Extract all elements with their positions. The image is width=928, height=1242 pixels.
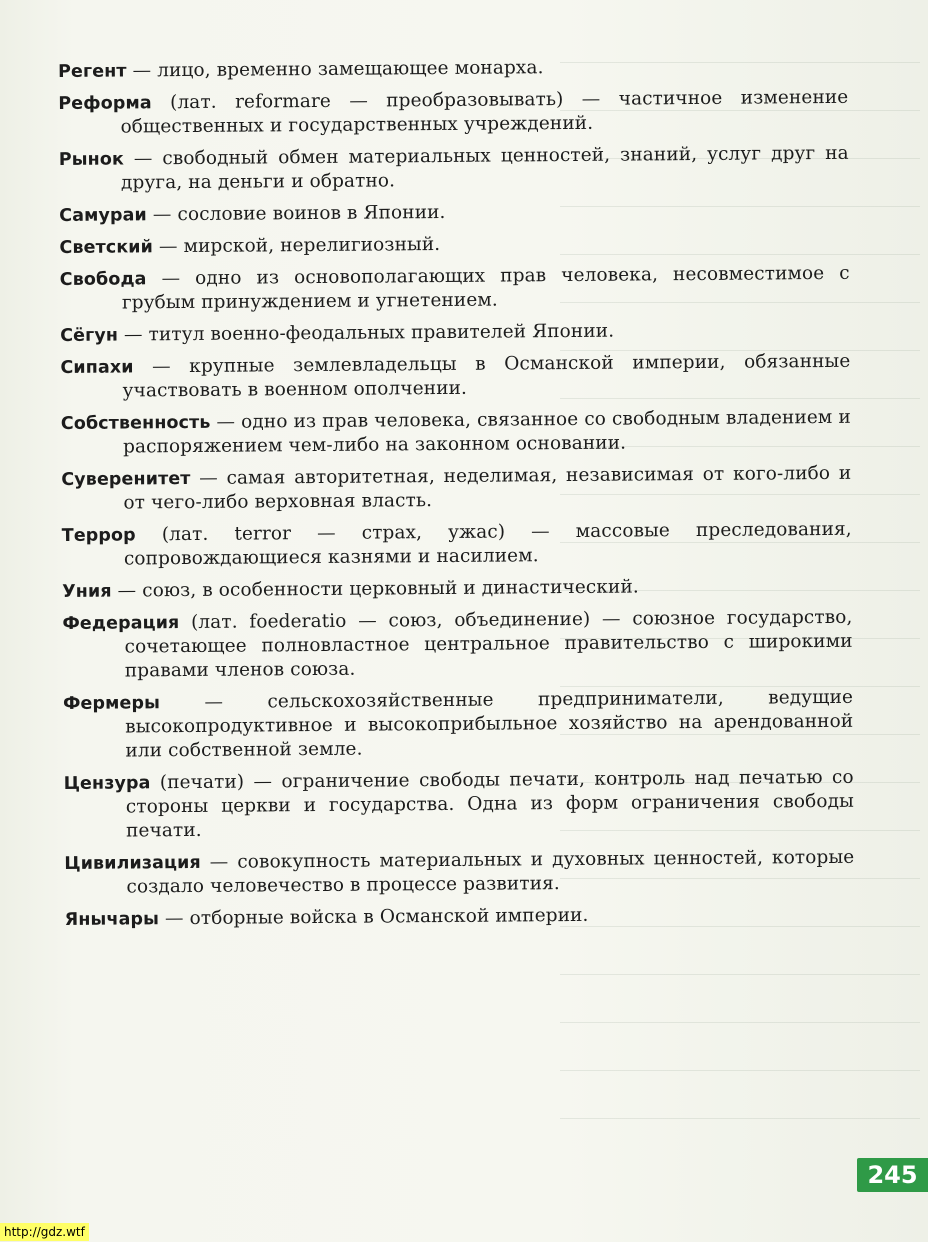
- glossary-definition: — титул военно-феодальных правителей Японии.: [117, 320, 615, 346]
- glossary-entry: [58, 54, 848, 84]
- glossary-entry: [62, 518, 852, 572]
- glossary-term: Цензура: [63, 773, 151, 794]
- glossary-entry: [60, 318, 850, 348]
- glossary-term: Регент: [58, 61, 127, 82]
- glossary-definition: — отборные войска в Османской империи.: [158, 904, 589, 930]
- glossary-entry: [64, 766, 855, 844]
- glossary-definition: — лицо, временно замещающее монарха.: [126, 57, 544, 82]
- glossary-term: Светский: [59, 237, 154, 258]
- glossary-definition: (лат. foederatio — союз, объединение) — союзное государство, сочетающее полновластное центральное правительство с широкими правами членов союза.: [124, 606, 853, 682]
- glossary-term: Цивилизация: [64, 852, 201, 874]
- glossary-term: Собственность: [60, 412, 211, 434]
- glossary-term: Сипахи: [60, 357, 134, 378]
- glossary-entry: [61, 406, 851, 460]
- glossary-term: Свобода: [59, 269, 147, 290]
- glossary-definition: — сословие воинов в Японии.: [146, 201, 446, 226]
- glossary-term: Суверенитет: [61, 468, 191, 490]
- glossary-definition: — свободный обмен материальных ценностей, знаний, услуг друг на друга, на деньги и обратно.: [120, 142, 849, 194]
- glossary-definition: (лат. terror — страх, ужас) — массовые преследования, сопровождающиеся казнями и насилием.: [123, 518, 852, 570]
- glossary-entry: [58, 86, 848, 140]
- glossary-definition: — союз, в особенности церковный и династический.: [111, 576, 639, 602]
- glossary-definition: (печати) — ограничение свободы печати, контроль над печатью со стороны церкви и государства. Одна из форм ограничения свободы печати.: [125, 766, 854, 842]
- glossary-entry: [65, 902, 855, 932]
- glossary-term: Федерация: [62, 613, 180, 634]
- glossary-term: Самураи: [59, 205, 147, 226]
- glossary-definition: (лат. reformare — преобразовывать) — частичное изменение общественных и государственных учреждений.: [120, 86, 849, 138]
- glossary-term: Сёгун: [60, 325, 119, 346]
- glossary-entry: [59, 230, 849, 260]
- glossary-term: Реформа: [58, 93, 152, 114]
- watermark-link[interactable]: http://gdz.wtf: [0, 1223, 89, 1241]
- glossary-definition: — сельскохозяйственные предприниматели, ведущие высокопродуктивное и высокоприбыльное хозяйство на арендованной или собственной земле.: [125, 686, 854, 762]
- glossary-entry: [64, 846, 854, 900]
- glossary-definition: — одно из прав человека, связанное со свободным владением и распоряжением чем-либо на законном основании.: [122, 406, 851, 458]
- glossary-entry: [59, 198, 849, 228]
- glossary-definition: — самая авторитетная, неделимая, независимая от кого-либо и от чего-либо верховная власть.: [123, 462, 852, 514]
- glossary-term: Янычары: [64, 909, 160, 930]
- glossary-definition: — крупные землевладельцы в Османской империи, обязанные участвовать в военном ополчении.: [122, 350, 851, 402]
- glossary-list: [58, 54, 855, 940]
- glossary-term: Фермеры: [62, 693, 161, 714]
- glossary-definition: — одно из основополагающих прав человека, несовместимое с грубым принуждением и угнетением.: [121, 262, 850, 314]
- page-number: 245: [857, 1158, 928, 1192]
- glossary-entry: [60, 350, 850, 404]
- glossary-definition: — совокупность материальных и духовных ценностей, которые создало человечество в процессе развития.: [126, 846, 855, 898]
- glossary-definition: — мирской, нерелигиозный.: [152, 234, 441, 258]
- glossary-entry: [60, 262, 850, 316]
- glossary-term: Рынок: [58, 149, 125, 170]
- glossary-entry: [62, 574, 852, 604]
- glossary-entry: [63, 686, 854, 764]
- glossary-entry: [62, 606, 853, 684]
- glossary-term: Террор: [61, 525, 136, 546]
- glossary-entry: [59, 142, 849, 196]
- glossary-term: Уния: [62, 581, 112, 602]
- glossary-entry: [61, 462, 851, 516]
